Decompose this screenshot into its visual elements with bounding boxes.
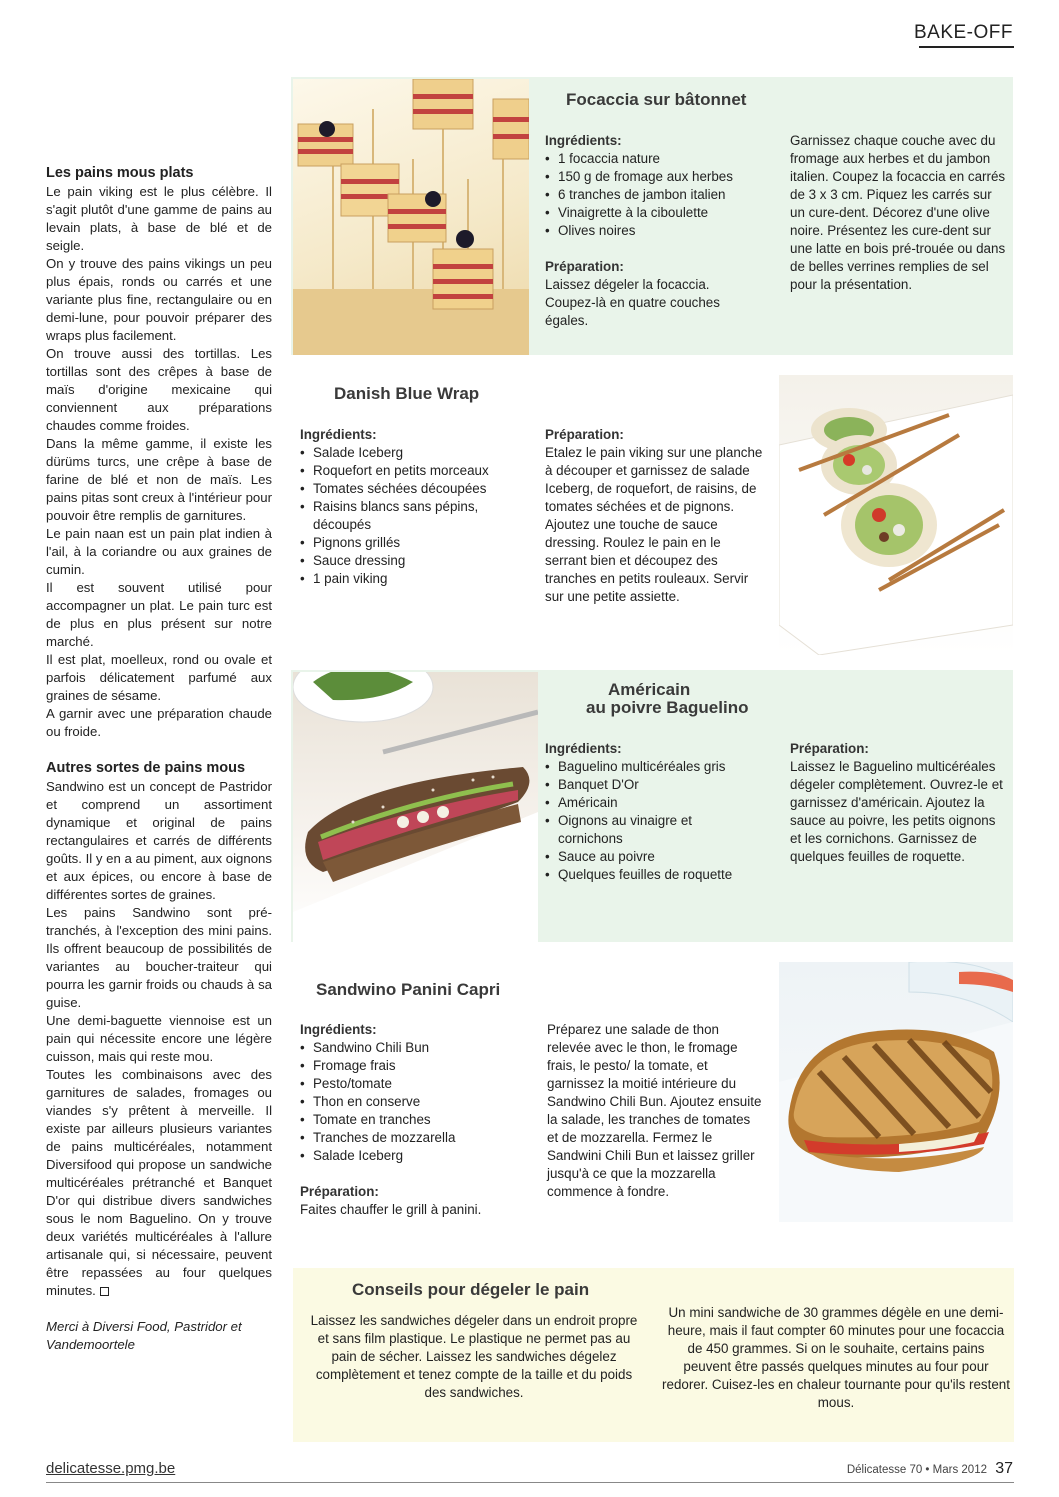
- preparation-text: Préparez une salade de thon relevée avec le thon, le fromage frais, le pesto/ la tomate, et garnissez la moitié intérieure du Sandwino Chili Bun. Ajoutez ensuite la salade, les tranches de tomates et de mozzarella. Fermez le Sandwini Chili Bun et laissez griller jusqu'à ce que la mozzarella commence à fondre.: [547, 1022, 762, 1199]
- focaccia-photo: [293, 79, 529, 355]
- ingredients-label: Ingrédients:: [300, 1022, 377, 1037]
- list-item: • Olives noires: [545, 222, 775, 240]
- paragraph: Il est souvent utilisé pour accompagner un plat. Le pain turc est de plus en plus présent sur notre marché.: [46, 580, 272, 649]
- paragraph: On y trouve des pains vikings un peu plus épais, ronds ou carrés et une variante plus fine, rectangulaire ou en demi-lune, pour pouvoir préparer des wraps plus facilement.: [46, 256, 272, 343]
- preparation-text: Laissez le Baguelino multicéréales dégeler complètement. Ouvrez-le et garnissez d'américain. Ajoutez la sauce au poivre, les petits oignons et les cornichons. Garnissez de quelques feuilles de roquette.: [790, 759, 1003, 864]
- footer-magazine: Délicatesse 70 • Mars 2012: [846, 1464, 987, 1476]
- preparation-label: Préparation:: [790, 741, 869, 756]
- list-item: • Oignons au vinaigre et cornichons: [545, 812, 760, 848]
- preparation-text: Laissez dégeler la focaccia. Coupez-là en quatre couches égales.: [545, 277, 720, 328]
- tips-right: [662, 1304, 1010, 1412]
- list-item: • Sauce dressing: [300, 552, 530, 570]
- americain-ingredients: [545, 740, 760, 884]
- tips-left: [308, 1312, 640, 1402]
- focaccia-preparation-cont: [790, 132, 1010, 294]
- ingredient-list: [545, 150, 775, 240]
- paragraph: Toutes les combinaisons avec des garnitures de salades, fromages ou viandes s'y prêtent à merveille. Il existe par ailleurs plusieurs variantes de pains multicéréales, notamment Diversifood qui propose un sandwiche multicéréales prétranché et Banquet D'or qui distribue divers sandwiches sous le nom Baguelino. On y trouve deux variétés multicéréales à l'allure artisanale qui, si nécessaire, peuvent être repassées au four quelques minutes.: [46, 1067, 272, 1298]
- list-item: • Vinaigrette à la ciboulette: [545, 204, 775, 222]
- preparation-label: Préparation:: [545, 427, 624, 442]
- footer-rule: [46, 1482, 1014, 1483]
- ingredients-label: Ingrédients:: [545, 133, 622, 148]
- ingredients-label: Ingrédients:: [545, 741, 622, 756]
- paragraph: Le pain naan est un pain plat indien à l'ail, à la coriandre ou aux graines de cumin.: [46, 526, 272, 577]
- footer-url-link[interactable]: delicatesse.pmg.be: [46, 1460, 176, 1477]
- paragraph: Les pains Sandwino sont pré-tranchés, à l'exception des mini pains. Ils offrent beaucoup de possibilités de variantes au boucher-traiteur qui pourra les garnir froids ou chauds à sa guise.: [46, 905, 272, 1010]
- preparation-label: Préparation:: [300, 1184, 379, 1199]
- paragraph: Une demi-baguette viennoise est un pain qui nécessite encore une légère cuisson, mais qui reste mou.: [46, 1013, 272, 1064]
- list-item: • Sauce au poivre: [545, 848, 760, 866]
- list-item: • 1 focaccia nature: [545, 150, 775, 168]
- section-rule: [919, 46, 1014, 48]
- panini-photo: [779, 962, 1013, 1222]
- list-item: • Tomates séchées découpées: [300, 480, 530, 498]
- list-item: • Pignons grillés: [300, 534, 530, 552]
- heading-autres-pains: Autres sortes de pains mous: [46, 760, 246, 776]
- list-item: • Fromage frais: [300, 1057, 530, 1075]
- ingredient-list: [300, 1039, 530, 1165]
- baguelino-photo: [293, 672, 538, 942]
- list-item: • Thon en conserve: [300, 1093, 530, 1111]
- ingredient-list: [300, 444, 530, 588]
- heading-pains-mous-plats: Les pains mous plats: [46, 165, 194, 181]
- tips-text: Laissez les sandwiches dégeler dans un endroit propre et sans film plastique. Le plastique ne permet pas au pain de sécher. Laissez les sandwiches dégelez complètement et tenez compte de la taille et du poids des sandwiches.: [310, 1313, 638, 1400]
- article-column: [46, 164, 272, 1354]
- americain-preparation: [790, 740, 1010, 866]
- list-item: • Salade Iceberg: [300, 444, 530, 462]
- panini-preparation: [547, 1021, 762, 1201]
- danish-wrap-photo: [779, 375, 1013, 655]
- list-item: • 150 g de fromage aux herbes: [545, 168, 775, 186]
- list-item: • Sandwino Chili Bun: [300, 1039, 530, 1057]
- page-number: 37: [995, 1460, 1013, 1477]
- recipe-title-panini: Sandwino Panini Capri: [316, 980, 501, 999]
- recipe-title-americain-2: au poivre Baguelino: [586, 698, 749, 717]
- list-item: • 6 tranches de jambon italien: [545, 186, 775, 204]
- focaccia-ingredients: [545, 132, 775, 330]
- recipe-title-americain-1: Américain: [608, 680, 691, 699]
- paragraph: Sandwino est un concept de Pastridor et comprend un assortiment dynamique et original de pains rectangulaires et carrés de différents goûts. Il y en a au piment, aux oignons et aux épices, ou encore à base de différentes sortes de graines.: [46, 779, 272, 902]
- paragraph: Dans la même gamme, il existe les dürüms turcs, une crêpe à base de farine de blé et non de maïs. Les pains pitas sont creux à l'intérieur pour pouvoir être remplis de garnitures.: [46, 436, 272, 523]
- preparation-text: Etalez le pain viking sur une planche à découper et garnissez de salade Iceberg, de roquefort, de raisins, de tomates séchées et de pignons. Ajoutez une touche de sauce dressing. Roulez le pain en le serrant bien et découpez des tranches en petits rouleaux. Servir sur une petite assiette.: [545, 445, 763, 604]
- preparation-text: Faites chauffer le grill à panini.: [300, 1202, 482, 1217]
- end-mark-icon: [100, 1287, 109, 1296]
- list-item: • 1 pain viking: [300, 570, 530, 588]
- list-item: • Tomate en tranches: [300, 1111, 530, 1129]
- list-item: • Roquefort en petits morceaux: [300, 462, 530, 480]
- credit: Merci à Diversi Food, Pastridor et Vandemoortele: [46, 1319, 242, 1352]
- paragraph: On trouve aussi des tortillas. Les tortillas sont des crêpes à base de maïs d'origine mexicaine qui conviennent aux préparations chaudes comme froides.: [46, 346, 272, 433]
- list-item: • Salade Iceberg: [300, 1147, 530, 1165]
- section-tag: BAKE-OFF: [913, 22, 1013, 43]
- tips-text: Un mini sandwiche de 30 grammes dégèle en une demi-heure, mais il faut compter 60 minutes pour une focaccia de 450 grammes. Si on le souhaite, certains pains peuvent être passés quelques minutes au four pour redorer. Cuisez-les en chaleur tournante pour qu'ils restent mous.: [662, 1305, 1010, 1410]
- preparation-label: Préparation:: [545, 259, 624, 274]
- list-item: • Pesto/tomate: [300, 1075, 530, 1093]
- recipe-title-focaccia: Focaccia sur bâtonnet: [566, 90, 747, 109]
- list-item: • Baguelino multicéréales gris: [545, 758, 760, 776]
- paragraph: A garnir avec une préparation chaude ou froide.: [46, 706, 272, 739]
- preparation-text: Garnissez chaque couche avec du fromage aux herbes et du jambon italien. Coupez la focaccia en carrés de 3 x 3 cm. Piquez les carrés sur un cure-dent. Décorez d'une olive noire. Présentez les cure-dent sur une latte en bois pré-trouée ou dans de belles verrines remplies de sel pour la présentation.: [790, 133, 1006, 292]
- tips-title: Conseils pour dégeler le pain: [352, 1280, 590, 1299]
- ingredient-list: [545, 758, 760, 884]
- paragraph: Le pain viking est le plus célèbre. Il s'agit plutôt d'une gamme de pains au levain plats, à base de blé et de seigle.: [46, 184, 272, 253]
- ingredients-label: Ingrédients:: [300, 427, 377, 442]
- list-item: • Quelques feuilles de roquette: [545, 866, 760, 884]
- recipe-title-danish: Danish Blue Wrap: [334, 384, 480, 403]
- paragraph: Il est plat, moelleux, rond ou ovale et parfois délicatement parfumé aux graines de sésame.: [46, 652, 272, 703]
- list-item: • Banquet D'Or: [545, 776, 760, 794]
- danish-preparation: [545, 426, 763, 606]
- panini-ingredients: [300, 1021, 530, 1219]
- list-item: • Raisins blancs sans pépins, découpés: [300, 498, 530, 534]
- list-item: • Tranches de mozzarella: [300, 1129, 530, 1147]
- list-item: • Américain: [545, 794, 760, 812]
- danish-ingredients: [300, 426, 530, 588]
